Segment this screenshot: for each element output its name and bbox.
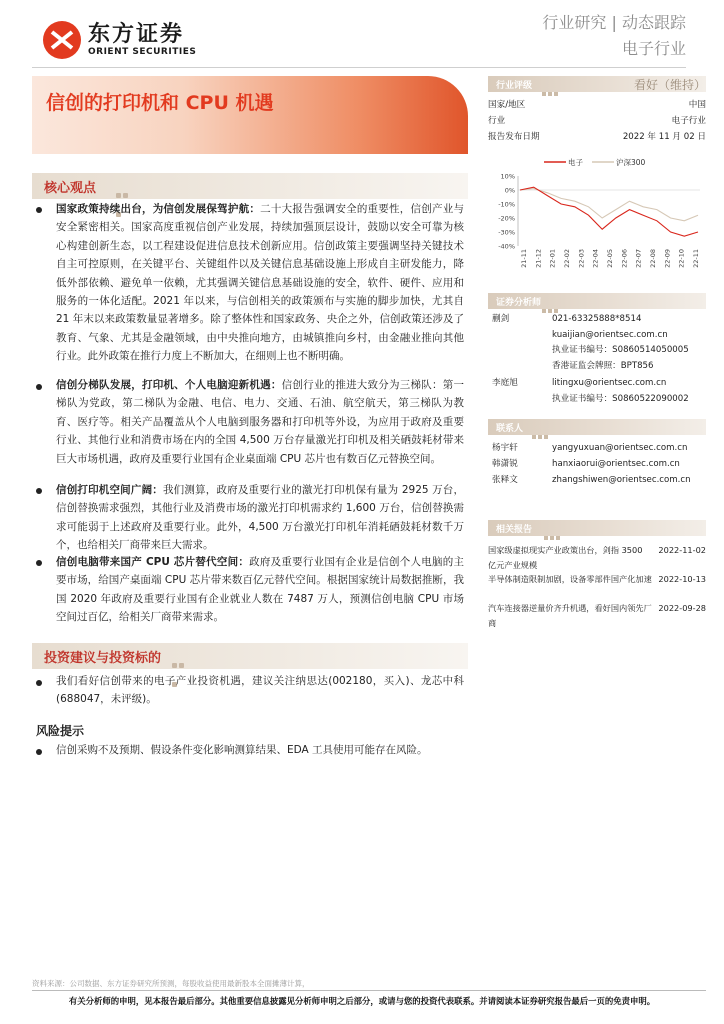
- bullet-icon: [36, 749, 42, 755]
- y-tick-label: -30%: [498, 228, 515, 237]
- section-dots: [116, 183, 136, 189]
- brand-name-en: ORIENT SECURITIES: [88, 47, 197, 57]
- section-core-view: [32, 173, 468, 199]
- section-dots: [532, 424, 550, 443]
- rating-value: 看好（维持）: [633, 78, 706, 92]
- info-value: 2022 年 11 月 02 日: [622, 132, 706, 142]
- section-dots: [542, 81, 560, 100]
- related-date: 2022-11-02: [658, 545, 706, 555]
- section-label: 核心观点: [44, 181, 97, 196]
- core-point-1: [56, 200, 464, 366]
- core-point-3: [56, 481, 464, 555]
- y-tick-label: -40%: [498, 242, 515, 251]
- x-tick-label: 22-10: [677, 249, 686, 268]
- y-tick-label: -20%: [498, 214, 515, 223]
- series-line-csi300: [520, 189, 698, 221]
- contact-email: hanxiaorui@orientsec.com.cn: [552, 459, 680, 469]
- x-tick-label: 22-05: [606, 249, 614, 268]
- section-risk: 风险提示: [36, 724, 85, 738]
- bullet-icon: [36, 488, 42, 494]
- bullet-icon: [36, 384, 42, 390]
- analyst-phone: 021-63325888*8514: [552, 314, 642, 324]
- sidebar-contact-bar: [488, 419, 706, 435]
- related-date: 2022-10-13: [658, 574, 706, 584]
- series-line-electronics: [520, 187, 698, 236]
- risk-point: 信创采购不及预期、假设条件变化影响测算结果、EDA 工具使用可能存在风险。: [56, 744, 428, 756]
- legend-label: 沪深300: [616, 158, 646, 167]
- contact-email: yangyuxuan@orientsec.com.cn: [552, 443, 688, 453]
- x-tick-label: 22-03: [577, 249, 586, 268]
- contact-name: 韩潇锐: [492, 459, 518, 469]
- x-tick-label: 22-08: [649, 249, 657, 268]
- x-tick-label: 21-12: [534, 249, 543, 268]
- chart-svg: [486, 154, 708, 284]
- footer-divider: [32, 990, 706, 991]
- bullet-icon: [36, 560, 42, 566]
- brand-name-cn: 东方证券: [88, 22, 185, 47]
- core-point-4-text: 政府及重要行业国有企业是信创个人电脑的主要市场，给国产桌面端 CPU 芯片带来数百亿元替代空间。根据国家统计局数据推断，我国 2020 年政府及重要行业国有企业就业人数在 7487 万人，预测信创电脑 CPU 市场空间过百亿，给相关厂商带来需求。: [56, 556, 464, 624]
- info-value: 电子行业: [671, 116, 706, 126]
- industry-name: 电子行业: [621, 39, 686, 58]
- x-tick-label: 22-07: [634, 249, 643, 268]
- related-report-2[interactable]: [488, 572, 706, 587]
- core-point-2-text: 信创行业的推进大致分为三梯队：第一梯队为党政，第二梯队为金融、电信、电力、交通、石油、航空航天，第三梯队为教育、医疗等。相关产品覆盖从个人电脑到服务器和打印机等外设，为应用于政府及重要行业、其他行业和消费市场在内的全国 4,500 万台存量激光打印机及相关硒鼓耗材带来巨大市场机遇，政府及重要行业国有企业桌面端 CPU 芯片也有数百亿元替换空间。: [56, 379, 465, 465]
- rating-label: 行业评级: [496, 81, 533, 91]
- bullet-icon: [36, 207, 42, 213]
- analyst-cert: 执业证书编号：S0860514050005: [552, 345, 689, 355]
- contact-name: 杨宇轩: [492, 443, 518, 453]
- source-footnote: 资料来源：公司数据、东方证券研究所预测，每股收益使用最新股本全面摊薄计算，: [32, 979, 310, 988]
- core-point-4-bold: 信创电脑带来国产 CPU 芯片替代空间：: [56, 556, 250, 568]
- analyst-label: 证券分析师: [496, 298, 542, 308]
- report-title: 信创的打印机和 CPU 机遇: [46, 92, 274, 114]
- related-title[interactable]: 半导体制造限制加剧，设备零部件国产化加速: [488, 574, 652, 584]
- core-point-3-bold: 信创打印机空间广阔：: [56, 484, 163, 496]
- disclaimer: 有关分析师的申明，见本报告最后部分。其他重要信息披露见分析师申明之后部分，或请与您的投资代表联系。并请阅读本证券研究报告最后一页的免责申明。: [68, 996, 656, 1006]
- info-key: 国家/地区: [488, 100, 526, 110]
- related-report-1[interactable]: [488, 543, 706, 573]
- y-tick-label: -10%: [498, 200, 515, 209]
- x-tick-label: 22-06: [620, 249, 629, 268]
- y-tick-label: 10%: [500, 172, 515, 181]
- section-label: 投资建议与投资标的: [44, 651, 162, 666]
- analyst-name: 李庭旭: [492, 378, 518, 388]
- x-tick-label: 22-04: [591, 249, 600, 268]
- info-key: 报告发布日期: [488, 132, 540, 142]
- performance-chart: [486, 154, 708, 284]
- sidebar-analyst-bar: [488, 293, 706, 309]
- section-invest: [32, 643, 468, 669]
- core-point-1-bold: 国家政策持续出台，为信创发展保驾护航：: [56, 203, 261, 215]
- analyst-hk-license: 香港证监会牌照：BPT856: [552, 360, 654, 371]
- sidebar-related-bar: [488, 520, 706, 536]
- orient-logo-icon: [42, 20, 82, 60]
- title-banner: [32, 76, 468, 154]
- company-logo: [42, 20, 196, 60]
- info-key: 行业: [488, 116, 506, 126]
- analyst-email: kuaijian@orientsec.com.cn: [552, 329, 668, 340]
- core-point-4: [56, 553, 464, 627]
- related-label: 相关报告: [496, 525, 533, 535]
- x-tick-label: 22-09: [663, 249, 672, 268]
- x-tick-label: 22-11: [692, 249, 700, 268]
- section-dots: [544, 525, 562, 544]
- invest-point: 我们看好信创带来的电子产业投资机遇，建议关注纳思达(002180，买入)、龙芯中科(688047，未评级)。: [56, 675, 464, 706]
- contact-email: zhangshiwen@orientsec.com.cn: [552, 475, 691, 485]
- core-point-2: [56, 376, 464, 468]
- contact-name: 张释文: [492, 475, 518, 485]
- contact-label: 联系人: [496, 424, 524, 434]
- section-dots: [172, 653, 192, 659]
- analyst-name: 蒯剑: [492, 314, 510, 324]
- header-divider: [32, 67, 686, 68]
- bullet-icon: [36, 680, 42, 686]
- report-type: 行业研究 | 动态跟踪: [542, 13, 686, 32]
- core-point-3-text: 我们测算，政府及重要行业的激光打印机保有量为 2925 万台，信创替换需求强烈，其他行业及消费市场的激光打印机需求约 1,600 万台，信创替换需求可能弱于上述政府及重要行业。此外，4,500 万台激光打印机年消耗硒鼓耗材数千万个，也给相关厂商带来巨大需求。: [56, 484, 465, 552]
- related-date: 2022-09-28: [658, 603, 706, 613]
- y-tick-label: 0%: [504, 186, 515, 195]
- core-point-1-text: 二十大报告强调安全的重要性，信创产业与安全紧密相关。国家高度重视信创产业发展，持续加强顶层设计，鼓励以安全可靠为核心构建创新生态，以工程建设促进信息技术创新应用。信创政策主要强调坚持关键技术自主可控原则，在关键平台、关键组件以及关键信息基础设施上形成自主研发能力，降低外部依赖、避免单一依赖，尤其强调关键信息基础设施的安全，软件、硬件、应用和服务的一体化适配。2021 年以来，与信创相关的政策颁布与实施的脚步加快，尤其自 21 年末以来政策数量显著增多。除了整体性和国家政务、央企之外，信创政策还涉及了教育、气象、尤其是金融领域，由中央推向地方，由城镇推向乡村，由金融业推向其他行业。此外政策在推行力度上不断加大，在细则上也不断明确。: [56, 203, 465, 363]
- related-title[interactable]: 国家级虚拟现实产业政策出台，剑指 3500 亿元产业规模: [488, 545, 643, 570]
- info-value: 中国: [688, 100, 706, 110]
- related-title[interactable]: 汽车连接器逆量价齐升机遇，看好国内领先厂商: [488, 603, 652, 628]
- x-tick-label: 22-01: [548, 249, 557, 268]
- core-point-2-bold: 信创分梯队发展，打印机、个人电脑迎新机遇：: [56, 379, 282, 391]
- analyst-cert: 执业证书编号：S0860522090002: [552, 393, 689, 404]
- x-tick-label: 22-02: [563, 249, 571, 268]
- report-category: [542, 12, 686, 60]
- x-tick-label: 21-11: [520, 249, 528, 268]
- related-report-3[interactable]: [488, 601, 706, 631]
- analyst-email: litingxu@orientsec.com.cn: [552, 378, 667, 388]
- legend-label: 电子: [568, 158, 583, 167]
